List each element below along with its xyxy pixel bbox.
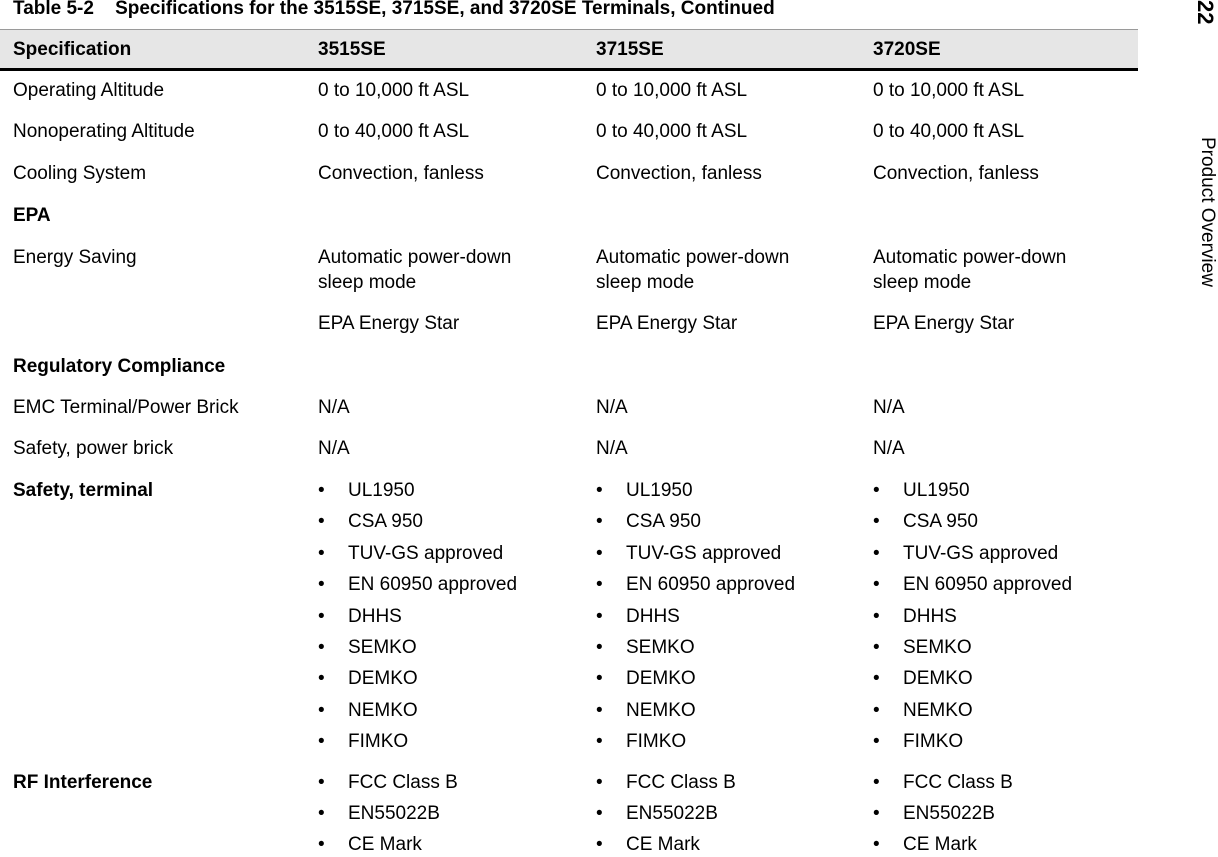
bullet-icon: • [318,542,325,564]
row-label-emc: EMC Terminal/Power Brick [13,397,239,418]
bullet-icon: • [318,511,325,533]
table-cell: Automatic power-down [596,247,790,268]
list-item-text: EN55022B [348,803,440,825]
page-number: 22 [1193,0,1218,25]
list-item-text: EN55022B [903,803,995,825]
table-caption: Table 5-2 Specifications for the 3515SE, 3715SE, and 3720SE Terminals, Continued [13,0,775,19]
table-cell: N/A [318,438,350,459]
list-item-text: UL1950 [903,480,970,501]
list-item-text: UL1950 [348,480,415,501]
list-item-text: UL1950 [626,480,693,501]
table-cell: N/A [318,397,350,418]
list-item-text: SEMKO [626,637,695,658]
bullet-icon: • [873,511,880,533]
list-item-text: FIMKO [348,731,409,753]
list-item-text: TUV-GS approved [348,542,504,564]
row-label-rf-interference: RF Interference [13,772,153,793]
bullet-icon: • [873,637,880,658]
table-cell: N/A [596,438,628,459]
list-item-text: NEMKO [348,699,418,721]
bullet-icon: • [318,605,325,627]
list-item-text: NEMKO [903,699,973,721]
list-item-text: SEMKO [903,637,972,658]
list-item-text: FIMKO [903,731,964,753]
list-item-text: TUV-GS approved [626,542,782,564]
list-item-text: DHHS [903,605,957,627]
list-item-text: DHHS [626,605,680,627]
list-item-text: CE Mark [903,834,977,856]
row-label-safety-power-brick: Safety, power brick [13,438,174,459]
list-item-text: CSA 950 [626,511,701,533]
bullet-icon: • [873,803,880,825]
row-label-operating-altitude: Operating Altitude [13,80,165,101]
table-cell: 0 to 40,000 ft ASL [318,121,470,142]
bullet-icon: • [318,480,325,501]
bullet-icon: • [873,834,880,856]
column-header-specification: Specification [13,39,132,60]
table-cell: Convection, fanless [318,163,484,184]
list-item-text: EN 60950 approved [903,574,1073,596]
table-cell: sleep mode [318,272,417,293]
list-item-text: CSA 950 [348,511,423,533]
list-item-text: EN 60950 approved [626,574,796,596]
bullet-icon: • [873,731,880,753]
bullet-icon: • [318,772,325,793]
table-cell: 0 to 40,000 ft ASL [596,121,748,142]
bullet-icon: • [318,668,325,690]
table-cell: N/A [873,397,905,418]
bullet-icon: • [873,605,880,627]
list-item-text: DHHS [348,605,402,627]
bullet-icon: • [318,834,325,856]
bullet-icon: • [596,772,603,793]
table-cell: Convection, fanless [873,163,1039,184]
bullet-icon: • [596,834,603,856]
section-title: Product Overview [1197,137,1218,287]
bullet-icon: • [596,803,603,825]
section-label-epa: EPA [13,205,51,226]
table-cell: EPA Energy Star [318,313,460,334]
section-label-regulatory-compliance: Regulatory Compliance [13,356,226,377]
column-header-3715se: 3715SE [596,39,664,60]
table-cell: Convection, fanless [596,163,762,184]
list-item-text: TUV-GS approved [903,542,1059,564]
list-item-text: DEMKO [626,668,696,690]
bullet-icon: • [318,699,325,721]
table-cell: N/A [873,438,905,459]
bullet-icon: • [873,772,880,793]
bullet-icon: • [873,480,880,501]
table-cell: 0 to 40,000 ft ASL [873,121,1025,142]
bullet-icon: • [596,542,603,564]
bullet-icon: • [318,731,325,753]
list-item-text: DEMKO [348,668,418,690]
list-item-text: EN55022B [626,803,718,825]
table-header-bar [0,29,1138,71]
table-cell: 0 to 10,000 ft ASL [596,80,748,101]
table-cell: sleep mode [873,272,972,293]
row-label-safety-terminal: Safety, terminal [13,480,154,501]
list-item-text: CE Mark [626,834,700,856]
bullet-icon: • [596,574,603,596]
bullet-icon: • [318,637,325,658]
table-cell: 0 to 10,000 ft ASL [873,80,1025,101]
column-header-3515se: 3515SE [318,39,386,60]
list-item-text: DEMKO [903,668,973,690]
column-header-3720se: 3720SE [873,39,941,60]
list-item-text: NEMKO [626,699,696,721]
bullet-icon: • [596,668,603,690]
bullet-icon: • [873,574,880,596]
list-item-text: CSA 950 [903,511,978,533]
bullet-icon: • [318,803,325,825]
table-cell: N/A [596,397,628,418]
list-item-text: FCC Class B [626,772,736,793]
row-label-cooling-system: Cooling System [13,163,147,184]
table-cell: Automatic power-down [318,247,512,268]
list-item-text: FIMKO [626,731,687,753]
list-item-text: CE Mark [348,834,422,856]
bullet-icon: • [596,699,603,721]
list-item-text: EN 60950 approved [348,574,518,596]
bullet-icon: • [596,480,603,501]
table-cell: sleep mode [596,272,695,293]
bullet-icon: • [873,699,880,721]
row-label-nonoperating-altitude: Nonoperating Altitude [13,121,195,142]
table-cell: 0 to 10,000 ft ASL [318,80,470,101]
bullet-icon: • [318,574,325,596]
row-label-energy-saving: Energy Saving [13,247,137,268]
bullet-icon: • [596,731,603,753]
bullet-icon: • [596,511,603,533]
bullet-icon: • [873,668,880,690]
list-item-text: SEMKO [348,637,417,658]
table-cell: EPA Energy Star [596,313,738,334]
list-item-text: FCC Class B [903,772,1013,793]
table-cell: Automatic power-down [873,247,1067,268]
bullet-icon: • [873,542,880,564]
table-cell: EPA Energy Star [873,313,1015,334]
bullet-icon: • [596,637,603,658]
bullet-icon: • [596,605,603,627]
list-item-text: FCC Class B [348,772,458,793]
